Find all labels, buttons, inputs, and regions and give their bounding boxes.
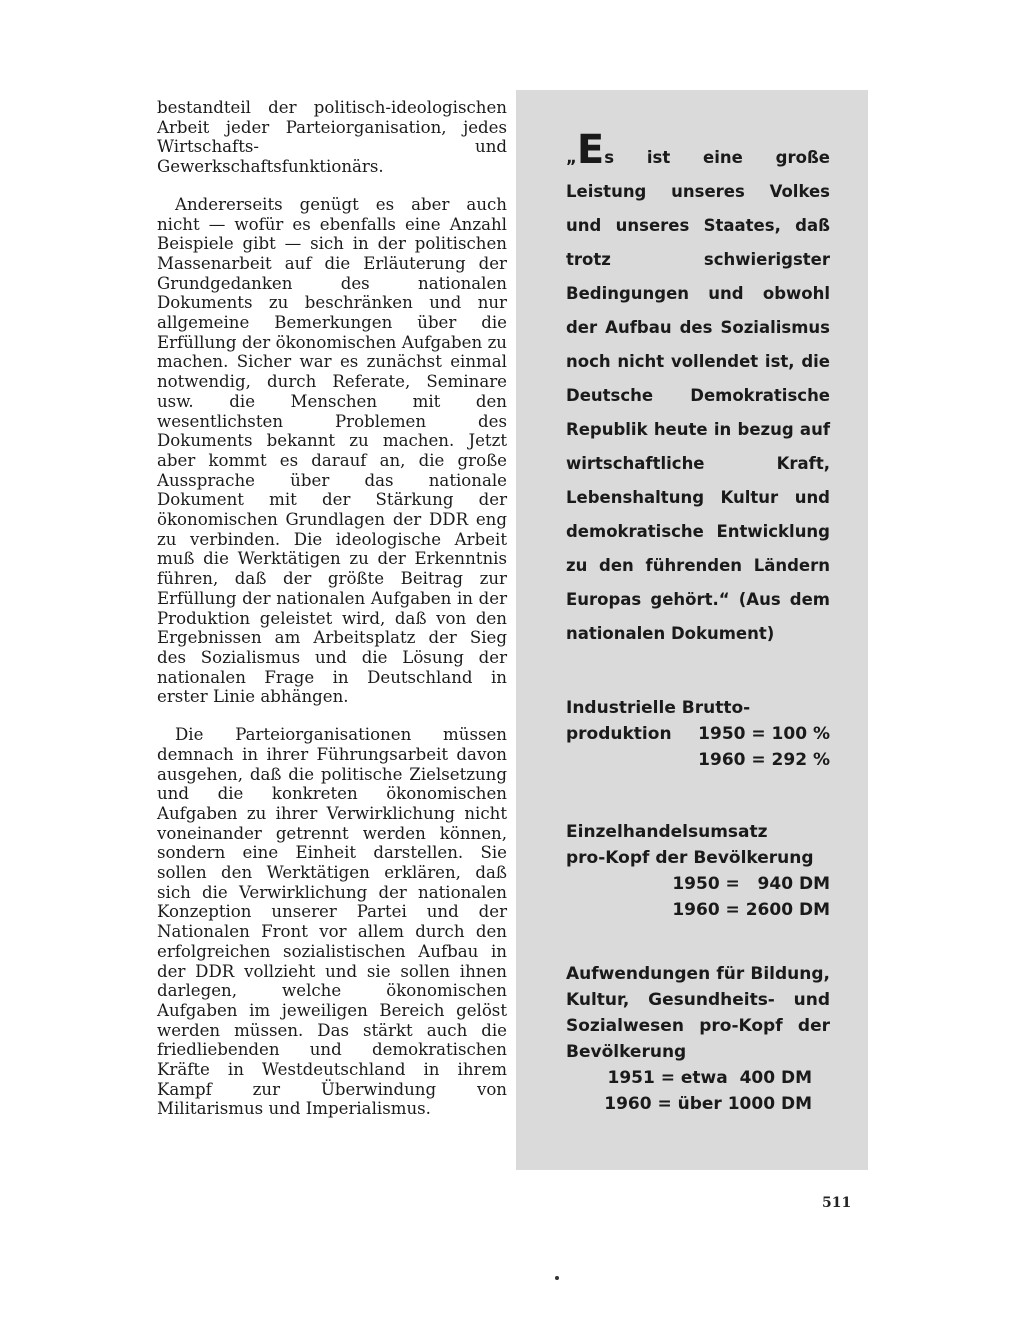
stat1-label: produktion <box>566 724 672 744</box>
stat1-title: Industrielle Brutto- <box>566 698 751 718</box>
paragraph-1: bestandteil der politisch-ideologischen Arbeit jeder Parteiorganisation, jedes Wirtschafts- und Gewerkschaftsfunktionärs. <box>157 98 507 177</box>
paragraph-2: Andererseits genügt es aber auch nicht — wofür es ebenfalls eine Anzahl Beispiele gibt — sich in der politischen Massenarbeit auf die Erläuterung der Grundgedanken des nationalen Dokuments zu beschränken und nur allgemeine Bemerkungen über die Erfüllung der ökonomischen Aufgaben zu machen. Sicher war es zunächst einmal notwendig, durch Referate, Seminare usw. die Menschen mit den wesentlichsten Problemen des Dokuments bekannt zu machen. Jetzt aber kommt es darauf an, die große Aussprache über das nationale Dokument mit der Stärkung der ökonomischen Grundlagen der DDR eng zu verbinden. Die ideologische Arbeit muß die Werktätigen zu der Erkenntnis führen, daß der größte Beitrag zur Erfüllung der nationalen Aufgaben in der Produktion geleistet wird, daß von den Ergebnissen am Arbeitsplatz der Sieg des Sozialismus und die Lösung der nationalen Frage in Deutschland in erster Linie abhängen. <box>157 194 507 707</box>
stat3-line1: 1951 = etwa 400 DM <box>607 1068 812 1088</box>
print-speck <box>555 1276 559 1280</box>
stat-social-spending <box>566 961 830 1117</box>
paragraph-3: Die Parteiorganisationen müssen demnach in ihrer Führungsarbeit davon ausgehen, daß die politische Zielsetzung und die konkreten ökonomischen Aufgaben zu ihrer Verwirklichung nicht voneinander getrennt werden können, sondern eine Einheit darstellen. Sie sollen den Werktätigen erklären, daß sich die Verwirklichung der nationalen Konzeption unserer Partei und der Nationalen Front vor allem durch den erfolgreichen sozialistischen Aufbau in der DDR vollzieht und sie sollen ihnen darlegen, welche ökonomischen Aufgaben im jeweiligen Bereich gelöst werden müssen. Das stärkt auch die friedliebenden und demokratischen Kräfte in Westdeutschland in ihrem Kampf zur Überwindung von Militarismus und Imperialismus. <box>157 725 507 1119</box>
quote-initial: E <box>576 127 605 173</box>
quote-text: s ist eine große Leistung unseres Volkes und unseres Staates, daß trotz schwierigster Bedingungen und obwohl der Aufbau des Sozialismus noch nicht vollendet ist, die Deutsche Demokratische Republik heute in bezug auf wirtschaftliche Kraft, Lebenshaltung Kultur und demokratische Entwicklung zu den führenden Ländern Europas gehört.“ (Aus dem nationalen Dokument) <box>566 148 830 643</box>
stat1-line1: 1950 = 100 % <box>698 724 830 744</box>
stat3-line2: 1960 = über 1000 DM <box>604 1094 812 1114</box>
stat2-line2: 1960 = 2600 DM <box>672 900 830 920</box>
stat1-line2: 1960 = 292 % <box>698 750 830 770</box>
sidebar-quote <box>566 127 830 651</box>
stat-retail-sales <box>566 819 830 923</box>
stat2-title: Einzelhandelsumsatz <box>566 822 768 842</box>
main-text-column <box>157 98 507 1119</box>
stat-industrial-production <box>566 695 830 773</box>
stat3-title: Aufwendungen für Bildung, Kultur, Gesundheits- und Sozialwesen pro-Kopf der Bevölkerung <box>566 964 830 1062</box>
stat2-line1: 1950 = 940 DM <box>672 874 830 894</box>
stat1-row <box>566 721 830 747</box>
quote-open-mark: „ <box>566 148 577 167</box>
page-number: 511 <box>822 1195 852 1211</box>
stat2-subtitle: pro-Kopf der Bevölkerung <box>566 848 814 868</box>
quote-sidebar <box>516 90 868 1170</box>
